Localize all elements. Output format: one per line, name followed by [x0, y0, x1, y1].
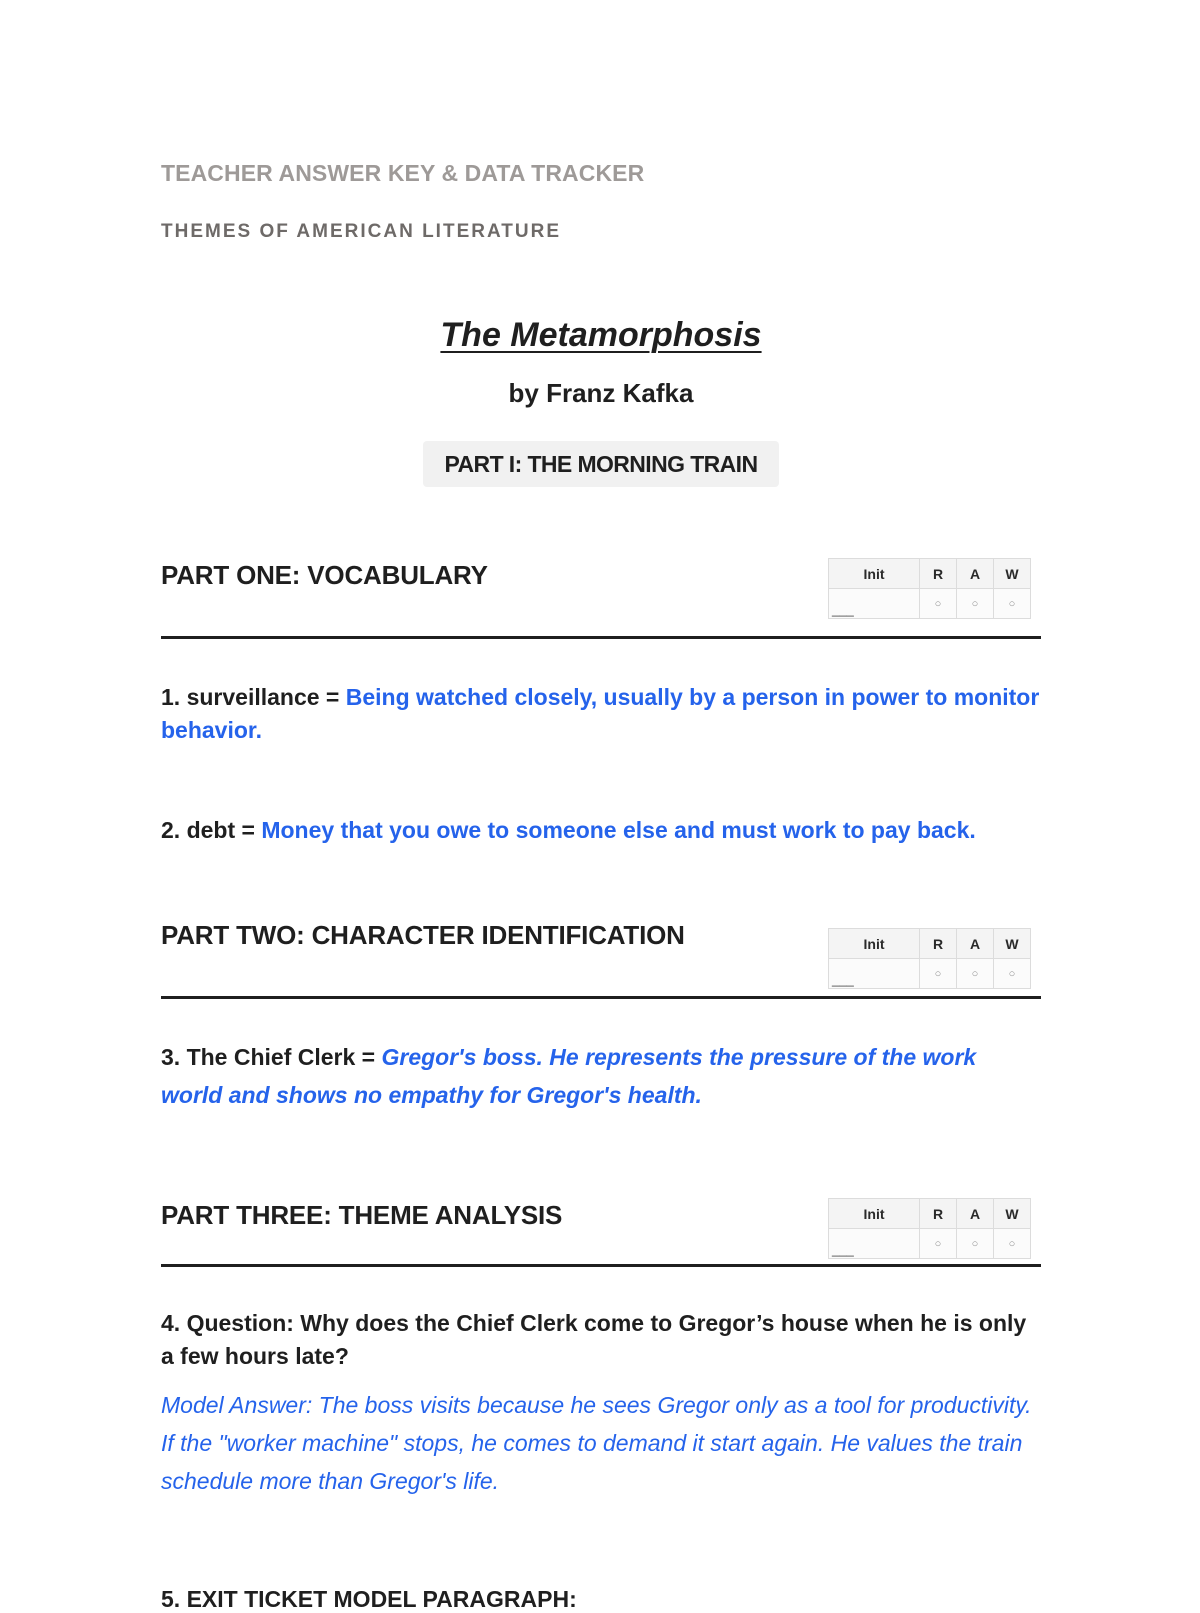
- section-divider: [161, 1264, 1041, 1267]
- tracker-a-circle[interactable]: ○: [957, 959, 994, 989]
- tracker-a-circle[interactable]: ○: [957, 589, 994, 619]
- item-prefix: 2. debt =: [161, 817, 262, 843]
- section-divider: [161, 636, 1041, 639]
- title-block: [161, 316, 1041, 355]
- tracker-w-circle[interactable]: ○: [994, 1229, 1031, 1259]
- tracker-w-header: W: [994, 559, 1031, 589]
- data-tracker-vocabulary: [828, 558, 1031, 619]
- data-tracker-character: [828, 928, 1031, 989]
- course-name: THEMES OF AMERICAN LITERATURE: [161, 221, 561, 242]
- tracker-initials-blank[interactable]: ___: [829, 959, 920, 989]
- section-divider: [161, 996, 1041, 999]
- item-prefix: 1. surveillance =: [161, 684, 346, 710]
- vocab-item-debt: [161, 814, 1041, 847]
- document-title: The Metamorphosis: [440, 316, 762, 354]
- tracker-init-header: Init: [829, 1199, 920, 1229]
- tracker-initials-blank[interactable]: ___: [829, 1229, 920, 1259]
- tracker-r-header: R: [920, 559, 957, 589]
- vocab-item-surveillance: [161, 681, 1041, 747]
- tracker-a-circle[interactable]: ○: [957, 1229, 994, 1259]
- tracker-init-header: Init: [829, 559, 920, 589]
- item-answer: Being watched closely, usually by a person in power to monitor behavior.: [161, 684, 1040, 743]
- tracker-a-header: A: [957, 929, 994, 959]
- item-prefix: 3. The Chief Clerk =: [161, 1044, 382, 1070]
- tracker-w-header: W: [994, 1199, 1031, 1229]
- tracker-w-circle[interactable]: ○: [994, 959, 1031, 989]
- tracker-r-header: R: [920, 929, 957, 959]
- theme-question: 4. Question: Why does the Chief Clerk come to Gregor’s house when he is only a few hours late?: [161, 1310, 1027, 1369]
- tracker-w-header: W: [994, 929, 1031, 959]
- document-kicker: TEACHER ANSWER KEY & DATA TRACKER: [161, 160, 645, 186]
- part-label-badge: PART I: THE MORNING TRAIN: [423, 441, 779, 487]
- tracker-r-circle[interactable]: ○: [920, 1229, 957, 1259]
- tracker-r-circle[interactable]: ○: [920, 589, 957, 619]
- tracker-r-circle[interactable]: ○: [920, 959, 957, 989]
- model-answer: Model Answer: The boss visits because he sees Gregor only as a tool for productivity. If the "worker machine" stops, he comes to demand it start again. He values the train schedule more than Gregor's life.: [161, 1392, 1032, 1494]
- exit-ticket-heading: 5. EXIT TICKET MODEL PARAGRAPH:: [161, 1586, 577, 1612]
- tracker-w-circle[interactable]: ○: [994, 589, 1031, 619]
- item-answer: Money that you owe to someone else and must work to pay back.: [261, 817, 976, 843]
- author-byline: by Franz Kafka: [508, 378, 694, 408]
- character-item-chief-clerk: [161, 1038, 1041, 1114]
- item-answer: Gregor's boss. He represents the pressure of the work world and shows no empathy for Gregor's health.: [161, 1044, 977, 1108]
- tracker-initials-blank[interactable]: ___: [829, 589, 920, 619]
- section-title-vocabulary: PART ONE: VOCABULARY: [161, 560, 488, 590]
- tracker-a-header: A: [957, 559, 994, 589]
- section-title-theme: PART THREE: THEME ANALYSIS: [161, 1200, 563, 1230]
- section-title-character: PART TWO: CHARACTER IDENTIFICATION: [161, 920, 685, 950]
- tracker-init-header: Init: [829, 929, 920, 959]
- tracker-r-header: R: [920, 1199, 957, 1229]
- data-tracker-theme: [828, 1198, 1031, 1259]
- tracker-a-header: A: [957, 1199, 994, 1229]
